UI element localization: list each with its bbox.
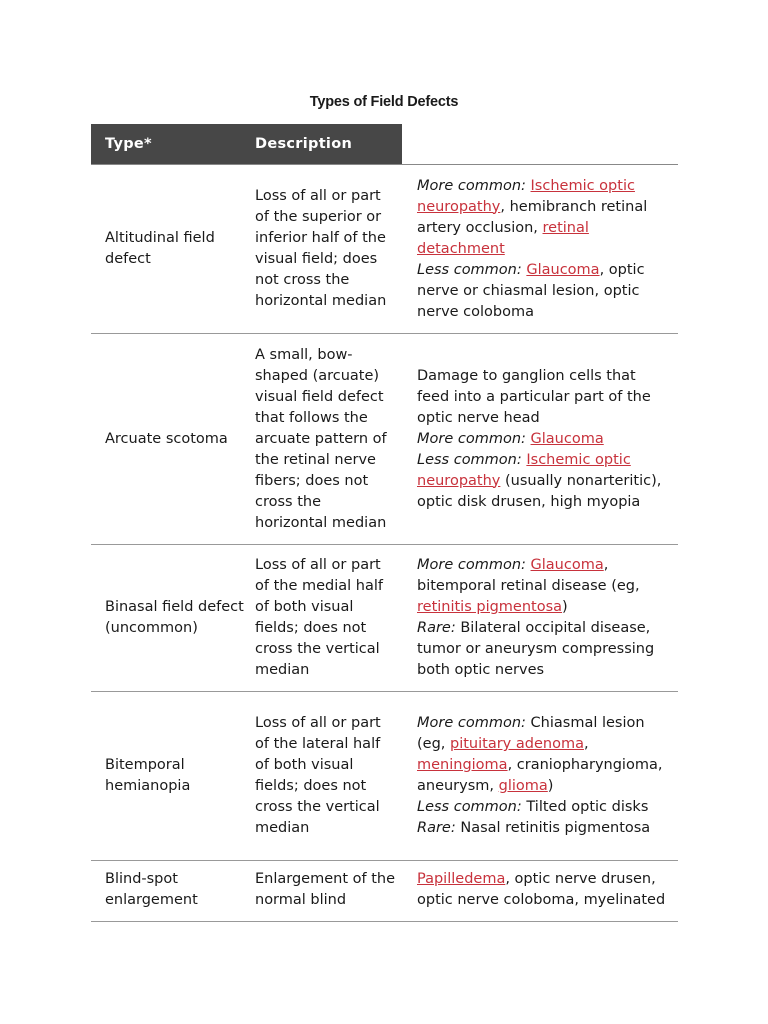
description-cell: A small, bow-shaped (arcuate) visual field defect that follows the arcuate pattern of the retinal nerve fibers; does not cross the horizontal median	[255, 346, 387, 531]
link-meningioma[interactable]: meningioma	[417, 757, 508, 773]
header-description: Description	[255, 136, 353, 152]
link-retinal-detachment[interactable]: retinal detachment	[417, 219, 589, 257]
causes-cell: More common: Chiasmal lesion (eg, pituitary adenoma, meningioma, craniopharyngioma, aneurysm, glioma) Less common: Tilted optic disks Rare: Nasal retinitis pigmentosa	[417, 715, 663, 836]
table-title: Types of Field Defects	[309, 94, 459, 110]
link-retinitis-pigmentosa[interactable]: retinitis pigmentosa	[417, 599, 563, 615]
link-glaucoma[interactable]: Glaucoma	[530, 430, 604, 447]
type-cell: Binasal field defect (uncommon)	[105, 599, 244, 636]
type-cell: Arcuate scotoma	[105, 430, 228, 447]
causes-cell: Damage to ganglion cells that feed into a particular part of the optic nerve head More common: Glaucoma Less common: Ischemic optic neuropathy (usually nonarteritic), optic disk drusen, high myopia	[417, 367, 662, 510]
link-ischemic-optic-neuropathy[interactable]: Ischemic optic neuropathy	[417, 177, 635, 215]
causes-cell: More common: Ischemic optic neuropathy, hemibranch retinal artery occlusion, retinal detachment Less common: Glaucoma, optic nerve or chiasmal lesion, optic nerve coloboma	[417, 177, 648, 320]
causes-cell: Papilledema, optic nerve drusen, optic nerve coloboma, myelinated	[417, 871, 666, 908]
causes-cell: More common: Glaucoma, bitemporal retinal disease (eg, retinitis pigmentosa) Rare: Bilateral occipital disease, tumor or aneurysm compressing both optic nerves	[417, 557, 655, 678]
link-papilledema[interactable]: Papilledema	[417, 871, 506, 887]
row-divider	[91, 921, 678, 922]
description-cell: Loss of all or part of the lateral half of both visual fields; does not cross the vertical median	[255, 715, 381, 836]
link-glaucoma[interactable]: Glaucoma	[530, 557, 604, 573]
type-cell: Blind-spot enlargement	[105, 871, 198, 908]
description-cell: Loss of all or part of the medial half of both visual fields; does not cross the vertical median	[255, 557, 384, 678]
link-pituitary-adenoma[interactable]: pituitary adenoma	[450, 736, 584, 752]
type-cell: Bitemporal hemianopia	[105, 757, 191, 794]
type-cell: Altitudinal field defect	[105, 230, 215, 267]
description-cell: Loss of all or part of the superior or inferior half of the visual field; does not cross the horizontal median	[255, 188, 387, 309]
header-type: Type*	[105, 136, 152, 152]
description-cell: Enlargement of the normal blind	[255, 871, 396, 908]
link-glioma[interactable]: glioma	[498, 778, 548, 794]
link-glaucoma[interactable]: Glaucoma	[526, 261, 600, 278]
link-ischemic-optic-neuropathy[interactable]: Ischemic optic neuropathy	[417, 451, 631, 489]
